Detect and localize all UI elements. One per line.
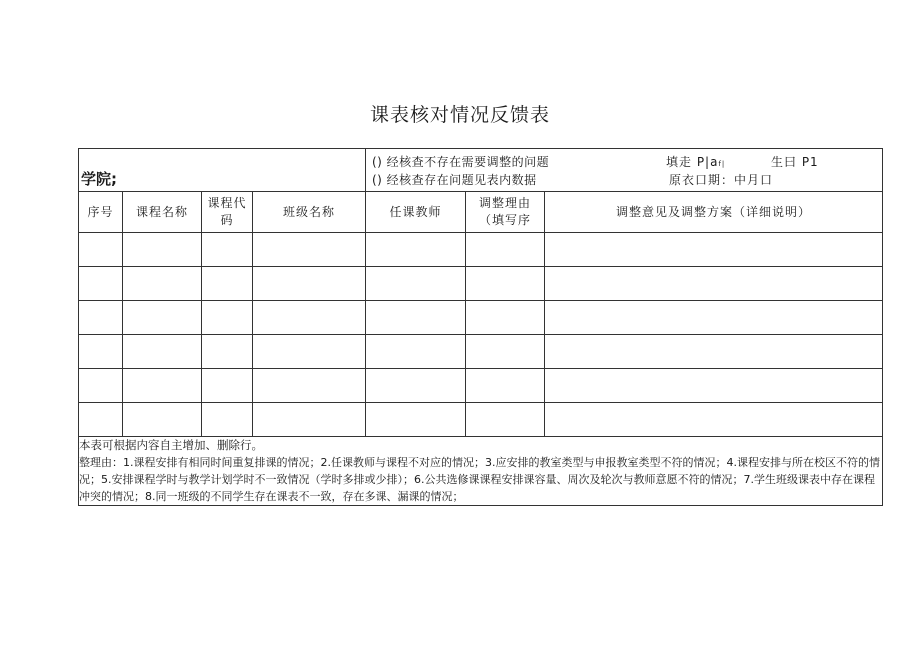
cell[interactable] [545,301,883,335]
cell[interactable] [545,335,883,369]
cell[interactable] [123,335,202,369]
check-option-no-issue[interactable]: () 经核查不存在需要调整的问题 [372,155,550,169]
cell[interactable] [202,369,253,403]
cell[interactable] [366,301,466,335]
check-option-has-issue[interactable]: () 经核查存在问题见表内数据 [372,173,537,187]
cell[interactable] [545,403,883,437]
table-row [79,267,883,301]
column-header-row [79,192,883,233]
form-title: 课表核对情况反馈表 [369,104,550,126]
college-label: 学院; [79,149,366,192]
cell[interactable] [466,267,545,301]
cell[interactable] [202,403,253,437]
cell[interactable] [466,335,545,369]
table-row [79,335,883,369]
cell[interactable] [79,301,123,335]
cell[interactable] [253,335,366,369]
cell[interactable] [79,335,123,369]
col-header-class-name: 班级名称 [253,192,366,233]
cell[interactable] [545,233,883,267]
cell[interactable] [253,403,366,437]
table-row [79,233,883,267]
cell[interactable] [466,369,545,403]
col-header-course-code: 课程代码 [202,192,253,233]
cell[interactable] [123,301,202,335]
cell[interactable] [366,369,466,403]
filler-label-main: 填走 P|a [666,155,719,169]
cell[interactable] [366,335,466,369]
cell[interactable] [79,403,123,437]
col-header-course-name: 课程名称 [123,192,202,233]
table-row [79,369,883,403]
cell[interactable] [545,369,883,403]
col-header-teacher: 任课教师 [366,192,466,233]
cell[interactable] [366,233,466,267]
cell[interactable] [202,233,253,267]
cell[interactable] [202,301,253,335]
note-editable-rows: 本表可根据内容自主增加、删除行。 [79,438,263,452]
note-reason-codes: 整理由：1.课程安排有相同时间重复排课的情况；2.任课教师与课程不对应的情况；3.应安排的教室类型与申报教室类型不符的情况；4.课程安排与所在校区不符的情况；5.安排课程学时与教学计划学时不一致情况（学时多排或少排）；6.公共选修课课程安排课容量、周次及轮次与教师意愿不符的情况；7.学生班级课表中存在课程冲突的情况；8.同一班级的不同学生存在课表不一致，存在多课、漏课的情况； [79,456,880,503]
cell[interactable] [123,233,202,267]
cell[interactable] [366,267,466,301]
cell[interactable] [79,233,123,267]
notes-cell [79,437,883,506]
cell[interactable] [123,267,202,301]
filler-label [666,153,725,170]
cell[interactable] [253,233,366,267]
cell[interactable] [123,369,202,403]
col-header-plan: 调整意见及调整方案（详细说明） [545,192,883,233]
col-header-reason: 调整理由（填写序 [466,192,545,233]
table-row [79,403,883,437]
filler-label-sub: f| [718,160,726,168]
check-options [366,149,883,192]
cell[interactable] [202,335,253,369]
header-row [79,149,883,192]
cell[interactable] [123,403,202,437]
cell[interactable] [253,301,366,335]
notes-row [79,437,883,506]
cell[interactable] [545,267,883,301]
cell[interactable] [79,267,123,301]
cell[interactable] [202,267,253,301]
cell[interactable] [466,301,545,335]
cell[interactable] [253,267,366,301]
cell[interactable] [466,403,545,437]
cell[interactable] [253,369,366,403]
cell[interactable] [466,233,545,267]
fill-date-label: 原衣口期：中月口 [669,173,774,187]
cell[interactable] [366,403,466,437]
col-header-index: 序号 [79,192,123,233]
cell[interactable] [79,369,123,403]
table-row [79,301,883,335]
feedback-table [78,148,883,506]
date-label: 生曰 P1 [771,155,819,169]
